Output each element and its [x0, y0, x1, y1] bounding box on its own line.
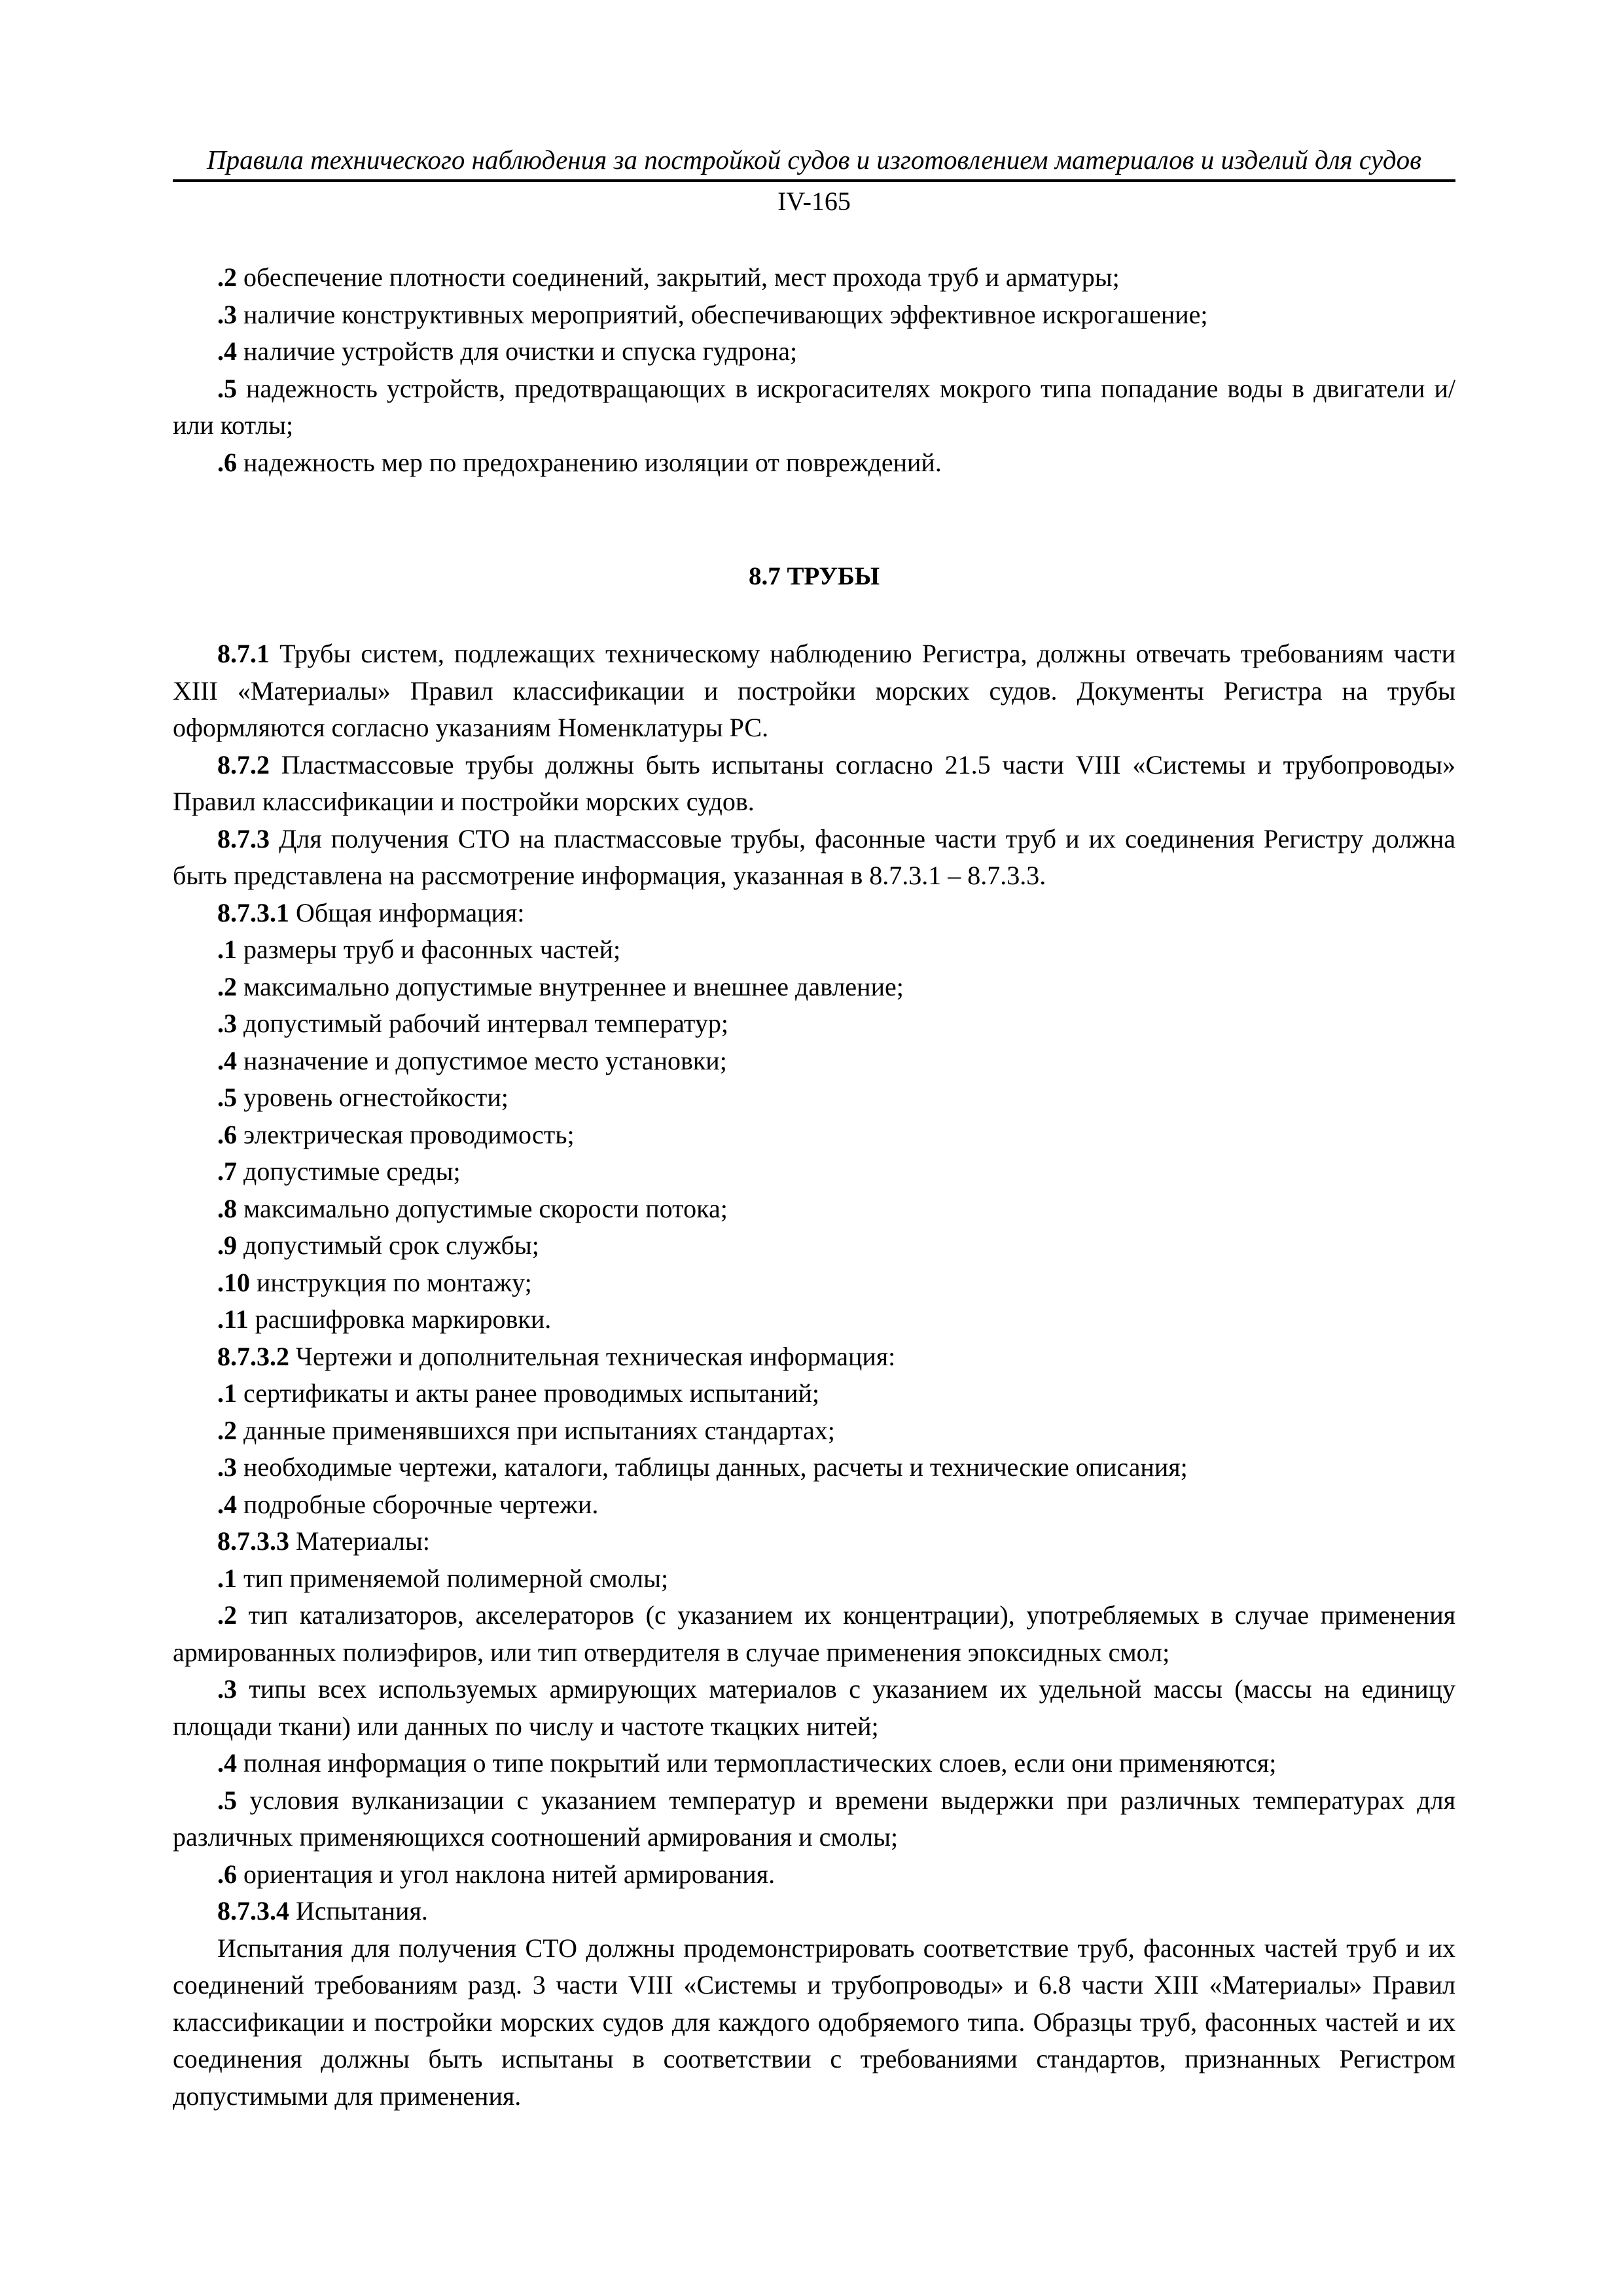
paragraph-text: допустимый срок службы; [237, 1230, 539, 1260]
clause-number: .2 [217, 262, 237, 292]
paragraph [173, 296, 1455, 334]
clause-number: .10 [217, 1267, 250, 1297]
paragraph-text: расшифровка маркировки. [248, 1304, 552, 1334]
clause-number: .3 [217, 1452, 237, 1482]
paragraph [173, 1043, 1455, 1080]
paragraph [173, 1523, 1455, 1560]
paragraph [173, 1856, 1455, 1893]
paragraph [173, 1745, 1455, 1782]
clause-number: .4 [217, 336, 237, 366]
paragraph [173, 821, 1455, 895]
paragraph-text: Общая информация: [289, 897, 525, 927]
clause-number: 8.7.3.3 [217, 1526, 289, 1556]
paragraph [173, 1375, 1455, 1412]
page-number: IV-165 [777, 187, 851, 216]
top-list [173, 259, 1455, 481]
paragraph [173, 333, 1455, 370]
paragraph-text: Трубы систем, подлежащих техническому наблюдению Регистра, должны отвечать требованиям части XIII «Материалы» Правил классификации и постройки морских судов. Документы Регистра на трубы оформляются согласно указаниям Номенклатуры РС. [173, 639, 1455, 742]
clause-number: .2 [217, 1415, 237, 1445]
paragraph-text: тип катализаторов, акселераторов (с указанием их концентрации), употребляемых в случае применения армированных полиэфиров, или тип отвердителя в случае применения эпоксидных смол; [173, 1600, 1455, 1667]
clause-number: .6 [217, 447, 237, 477]
paragraph-text: ориентация и угол наклона нитей армирования. [237, 1859, 776, 1889]
paragraph [173, 747, 1455, 821]
paragraph [173, 1893, 1455, 1930]
section-title: 8.7 ТРУБЫ [748, 562, 880, 590]
clause-number: 8.7.3.2 [217, 1341, 289, 1371]
paragraph-text: Пластмассовые трубы должны быть испытаны согласно 21.5 части VIII «Системы и трубопроводы» Правил классификации и постройки морских судов. [173, 749, 1456, 816]
clause-number: .3 [217, 1674, 237, 1704]
paragraph-text: данные применявшихся при испытаниях стандартах; [237, 1415, 835, 1445]
clause-number: .5 [217, 373, 237, 403]
paragraph-text: подробные сборочные чертежи. [237, 1489, 599, 1519]
clause-number: .6 [217, 1119, 237, 1149]
paragraph [173, 1486, 1455, 1524]
clause-number: .6 [217, 1859, 237, 1889]
paragraph [173, 1117, 1455, 1154]
paragraph [173, 259, 1455, 296]
paragraph-text: Для получения СТО на пластмассовые трубы, фасонные части труб и их соединения Регистру должна быть представлена на рассмотрение информация, указанная в 8.7.3.1 – 8.7.3.3. [173, 823, 1455, 890]
paragraph-text: Чертежи и дополнительная техническая информация: [289, 1341, 896, 1371]
clause-number: 8.7.3.1 [217, 897, 289, 927]
paragraph-text: сертификаты и акты ранее проводимых испытаний; [237, 1378, 819, 1408]
paragraph-text: обеспечение плотности соединений, закрытий, мест прохода труб и арматуры; [237, 262, 1120, 292]
paragraph [173, 1301, 1455, 1338]
paragraph [173, 1191, 1455, 1228]
clause-number: 8.7.3.4 [217, 1896, 289, 1926]
paragraph [173, 444, 1455, 482]
clause-number: .3 [217, 299, 237, 329]
clause-number: .3 [217, 1009, 237, 1038]
paragraph [173, 1153, 1455, 1191]
paragraph-text: необходимые чертежи, каталоги, таблицы данных, расчеты и технические описания; [237, 1452, 1188, 1482]
paragraph-text: максимально допустимые внутреннее и внешнее давление; [237, 971, 904, 1001]
clause-number: .2 [217, 971, 237, 1001]
paragraph [173, 1338, 1455, 1376]
running-header: Правила технического наблюдения за постройкой судов и изготовлением материалов и изделий для судов [173, 143, 1455, 182]
clause-number: .5 [217, 1083, 237, 1112]
paragraph [173, 1930, 1455, 2115]
paragraph-text: Испытания. [289, 1896, 428, 1926]
clause-number: .1 [217, 935, 237, 964]
paragraph [173, 1265, 1455, 1302]
paragraph [173, 1782, 1455, 1856]
paragraph-text: наличие конструктивных мероприятий, обеспечивающих эффективное искрогашение; [237, 299, 1208, 329]
paragraph-text: допустимые среды; [237, 1157, 461, 1186]
clause-number: .4 [217, 1489, 237, 1519]
paragraph [173, 895, 1455, 932]
paragraph-text: инструкция по монтажу; [250, 1267, 532, 1297]
paragraph [173, 1227, 1455, 1265]
paragraph [173, 1412, 1455, 1450]
paragraph-text: допустимый рабочий интервал температур; [237, 1009, 728, 1038]
clause-number: .1 [217, 1378, 237, 1408]
paragraph [173, 1449, 1455, 1486]
section-paragraphs [173, 636, 1455, 2115]
paragraph [173, 370, 1455, 444]
paragraph [173, 636, 1455, 747]
paragraph-text: надежность устройств, предотвращающих в искрогасителях мокрого типа попадание воды в двигатели и/или котлы; [173, 373, 1455, 440]
paragraph [173, 931, 1455, 969]
paragraph [173, 1005, 1455, 1043]
paragraph [173, 1560, 1455, 1598]
clause-number: .11 [217, 1304, 249, 1334]
paragraph-text: тип применяемой полимерной смолы; [237, 1563, 669, 1593]
page-body [173, 259, 1455, 2115]
paragraph-text: уровень огнестойкости; [237, 1083, 508, 1112]
clause-number: 8.7.3 [217, 823, 270, 853]
paragraph [173, 969, 1455, 1006]
clause-number: .1 [217, 1563, 237, 1593]
clause-number: .5 [217, 1785, 237, 1815]
paragraph-text: назначение и допустимое место установки; [237, 1045, 727, 1075]
paragraph-text: Испытания для получения СТО должны продемонстрировать соответствие труб, фасонных частей труб и их соединений требованиям разд. 3 части VIII «Системы и трубопроводы» и 6.8 части XIII «Материалы» Правил классификации и постройки морских судов для каждого одобряемого типа. Образцы труб, фасонных частей и их соединения должны быть испытаны в соответствии с требованиями стандартов, признанных Регистром допустимыми для применения. [173, 1933, 1455, 2111]
paragraph [173, 1671, 1455, 1745]
paragraph-text: условия вулканизации с указанием температур и времени выдержки при различных температурах для различных применяющихся соотношений армирования и смолы; [173, 1785, 1455, 1852]
paragraph [173, 1597, 1455, 1671]
clause-number: .7 [217, 1157, 237, 1186]
paragraph-text: максимально допустимые скорости потока; [237, 1193, 728, 1223]
paragraph-text: надежность мер по предохранению изоляции от повреждений. [237, 447, 942, 477]
paragraph-text: электрическая проводимость; [237, 1119, 575, 1149]
clause-number: 8.7.1 [217, 639, 270, 668]
paragraph [173, 1079, 1455, 1117]
paragraph-text: полная информация о типе покрытий или термопластических слоев, если они применяются; [237, 1748, 1277, 1778]
paragraph-text: типы всех используемых армирующих материалов с указанием их удельной массы (массы на единицу площади ткани) или данных по числу и частоте ткацких нитей; [173, 1674, 1455, 1741]
clause-number: .4 [217, 1748, 237, 1778]
paragraph-text: наличие устройств для очистки и спуска гудрона; [237, 336, 798, 366]
clause-number: .9 [217, 1230, 237, 1260]
clause-number: 8.7.2 [217, 749, 270, 780]
paragraph-text: Материалы: [289, 1526, 430, 1556]
clause-number: .2 [217, 1600, 237, 1630]
clause-number: .4 [217, 1045, 237, 1075]
paragraph-text: размеры труб и фасонных частей; [237, 935, 621, 964]
clause-number: .8 [217, 1193, 237, 1223]
